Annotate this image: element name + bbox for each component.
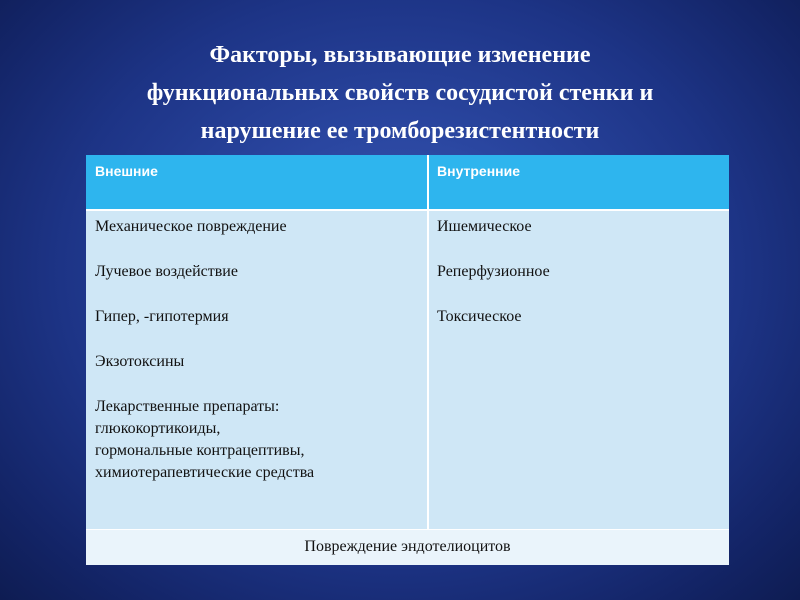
title-line-2: функциональных свойств сосудистой стенки и bbox=[146, 80, 654, 106]
internal-factors-cell bbox=[437, 216, 717, 351]
table-divider-vertical bbox=[427, 155, 429, 529]
drugs-line: Лекарственные препараты: bbox=[95, 398, 280, 415]
list-item: Токсическое bbox=[437, 308, 522, 325]
list-item: Механическое повреждение bbox=[95, 218, 287, 235]
header-external: Внешние bbox=[95, 163, 158, 179]
list-item: Реперфузионное bbox=[437, 263, 550, 280]
title-line-3: нарушение ее тромборезистентности bbox=[200, 118, 600, 144]
header-internal: Внутренние bbox=[437, 163, 521, 179]
factors-table bbox=[86, 155, 729, 565]
table-header-row bbox=[86, 155, 729, 211]
footer-summary: Повреждение эндотелиоцитов bbox=[304, 538, 511, 555]
drugs-line: глюкокортикоиды, bbox=[95, 420, 221, 437]
table-footer-row bbox=[86, 529, 729, 565]
drugs-item bbox=[95, 396, 415, 484]
list-item: Гипер, -гипотермия bbox=[95, 308, 229, 325]
drugs-line: гормональные контрацептивы, bbox=[95, 442, 305, 459]
list-item: Лучевое воздействие bbox=[95, 263, 238, 280]
external-factors-cell bbox=[95, 216, 415, 484]
title-line-1: Факторы, вызывающие изменение bbox=[209, 42, 591, 68]
drugs-line: химиотерапевтические средства bbox=[95, 464, 315, 481]
list-item: Ишемическое bbox=[437, 218, 532, 235]
table-divider-horizontal bbox=[86, 209, 729, 211]
slide-title bbox=[40, 36, 760, 150]
list-item: Экзотоксины bbox=[95, 353, 185, 370]
